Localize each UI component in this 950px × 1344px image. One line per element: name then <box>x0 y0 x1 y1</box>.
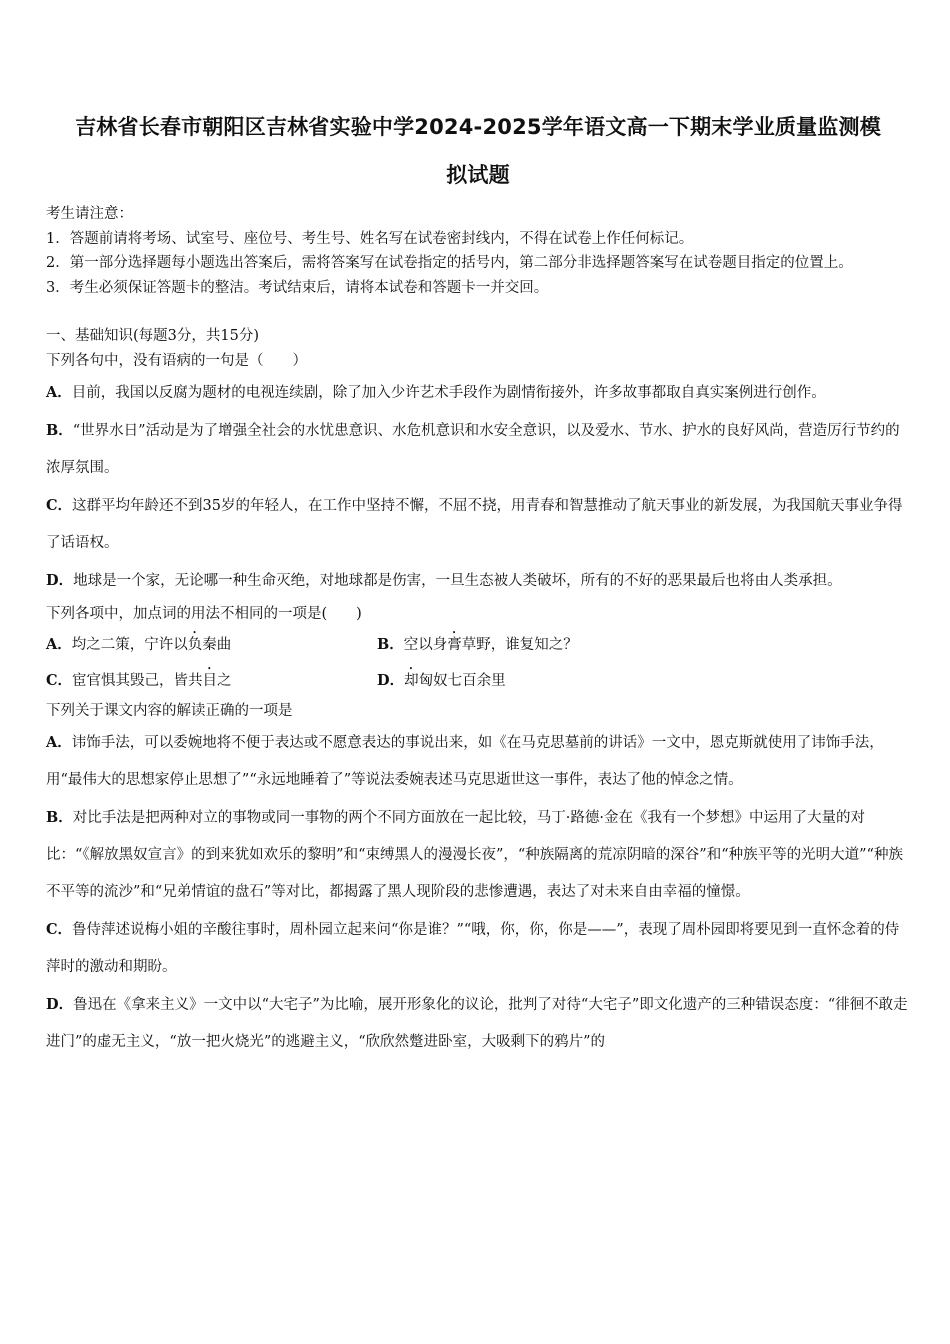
option-label: A． <box>46 636 72 653</box>
exam-title-line1: 吉林省长春市朝阳区吉林省实验中学2024-2025学年语文高一下期末学业质量监测模 <box>75 115 881 139</box>
option-text: 对比手法是把两种对立的事物或同一事物的两个不同方面放在一起比较，马丁·路德·金在《我有一个梦想》中运用了大量的对比：“《解放黑奴宣言》的到来犹如欢乐的黎明”和“束缚黑人的漫漫长夜”，“种族隔离的荒凉阴暗的深谷”和“种族平等的光明大道”“种族不平等的流沙”和“兄弟情谊的盘石”等对比，都揭露了黑人现阶段的悲惨遭遇，表达了对未来自由幸福的憧憬。 <box>46 810 903 900</box>
question-2-option-d <box>377 663 708 699</box>
question-3-option-a <box>46 724 910 799</box>
option-text: 鲁侍萍述说梅小姐的辛酸往事时，周朴园立起来问“你是谁？”“哦，你，你，你是——”，表现了周朴园即将要见到一直怀念着的侍萍时的激动和期盼。 <box>46 922 900 975</box>
option-text: “世界水日”活动是为了增强全社会的水忧患意识、水危机意识和水安全意识，以及爱水、节水、护水的良好风尚，营造厉行节约的浓厚氛围。 <box>46 423 900 476</box>
option-text-pre: 空以身 <box>403 637 448 653</box>
option-text-post: 匈奴七百余里 <box>418 673 506 689</box>
dotted-word: 膏 <box>447 637 462 653</box>
question-3-option-c <box>46 911 910 986</box>
question-1-option-d <box>46 562 910 600</box>
question-1-stem: 下列各句中，没有语病的一句是（ ） <box>46 353 307 369</box>
option-text: 目前，我国以反腐为题材的电视连续剧，除了加入少许艺术手段作为剧情衔接外，许多故事都取自真实案例进行创作。 <box>71 385 826 401</box>
option-text-post: 之 <box>217 673 232 689</box>
option-text: 讳饰手法，可以委婉地将不便于表达或不愿意表达的事说出来，如《在马克思墓前的讲话》一文中，恩克斯就使用了讳饰手法，用“最伟大的思想家停止思想了”“永远地睡着了”等说法委婉表述马克思逝世这一事件，表达了他的悼念之情。 <box>46 735 884 788</box>
note-item-3: 3．考生必须保证答题卡的整洁。考试结束后，请将本试卷和答题卡一并交回。 <box>46 279 549 296</box>
option-label: B． <box>46 422 73 439</box>
dotted-word: 目 <box>202 673 218 689</box>
question-2-stem: 下列各项中，加点词的用法不相同的一项是( ) <box>46 606 362 622</box>
question-3-stem: 下列关于课文内容的解读正确的一项是 <box>46 703 293 719</box>
option-label: D． <box>377 672 405 689</box>
option-label: A． <box>46 384 72 401</box>
section-basic-knowledge <box>46 324 910 1061</box>
dotted-word: 负 <box>187 637 203 653</box>
section-heading: 一、基础知识(每题3分，共15分) <box>46 328 259 344</box>
question-3-option-b <box>46 799 910 911</box>
question-2-options-row-1 <box>46 627 910 663</box>
question-2-option-c <box>46 663 377 699</box>
option-label: B． <box>46 809 73 826</box>
note-item-2: 2．第一部分选择题每小题选出答案后，需将答案写在试卷指定的括号内，第二部分非选择题答案写在试卷题目指定的位置上。 <box>46 255 853 271</box>
notes-block <box>46 202 910 300</box>
option-label: A． <box>46 734 72 751</box>
option-label: B． <box>377 636 404 653</box>
question-1-option-c <box>46 487 910 562</box>
option-text-pre: 宦官惧其毁己，皆共 <box>72 673 203 689</box>
question-2-options-row-2 <box>46 663 910 699</box>
option-text: 鲁迅在《拿来主义》一文中以“大宅子”为比喻，展开形象化的议论，批判了对待“大宅子”即文化遗产的三种错误态度：“徘徊不敢走进门”的虚无主义，“放一把火烧光”的逃避主义，“欣欣然蹩进卧室，大吸剩下的鸦片”的 <box>46 997 908 1050</box>
option-label: D． <box>46 572 74 589</box>
question-1-option-a <box>46 374 910 412</box>
exam-title-line2: 拟试题 <box>446 163 510 187</box>
question-1-option-b <box>46 412 910 487</box>
option-text-post: 草野，谁复知之？ <box>461 637 578 653</box>
question-2-option-a <box>46 627 377 663</box>
option-text: 这群平均年龄还不到35岁的年轻人，在工作中坚持不懈，不屈不挠，用青春和智慧推动了航天事业的新发展，为我国航天事业争得了话语权。 <box>46 498 903 551</box>
option-label: D． <box>46 996 74 1013</box>
option-text-pre: 均之二策，宁许以 <box>71 637 188 653</box>
option-label: C． <box>46 497 73 514</box>
note-item-1: 1．答题前请将考场、试室号、座位号、考生号、姓名写在试卷密封线内，不得在试卷上作任何标记。 <box>46 230 694 247</box>
question-2-option-b <box>377 627 708 663</box>
option-text: 地球是一个家，无论哪一种生命灭绝，对地球都是伤害，一旦生态被人类破坏，所有的不好的恶果最后也将由人类承担。 <box>73 573 842 589</box>
question-3-option-d <box>46 986 910 1061</box>
option-label: C． <box>46 921 73 938</box>
option-label: C． <box>46 672 73 689</box>
notes-heading: 考生请注意： <box>46 206 133 222</box>
option-text-post: 秦曲 <box>202 637 232 653</box>
dotted-word: 却 <box>404 673 419 689</box>
